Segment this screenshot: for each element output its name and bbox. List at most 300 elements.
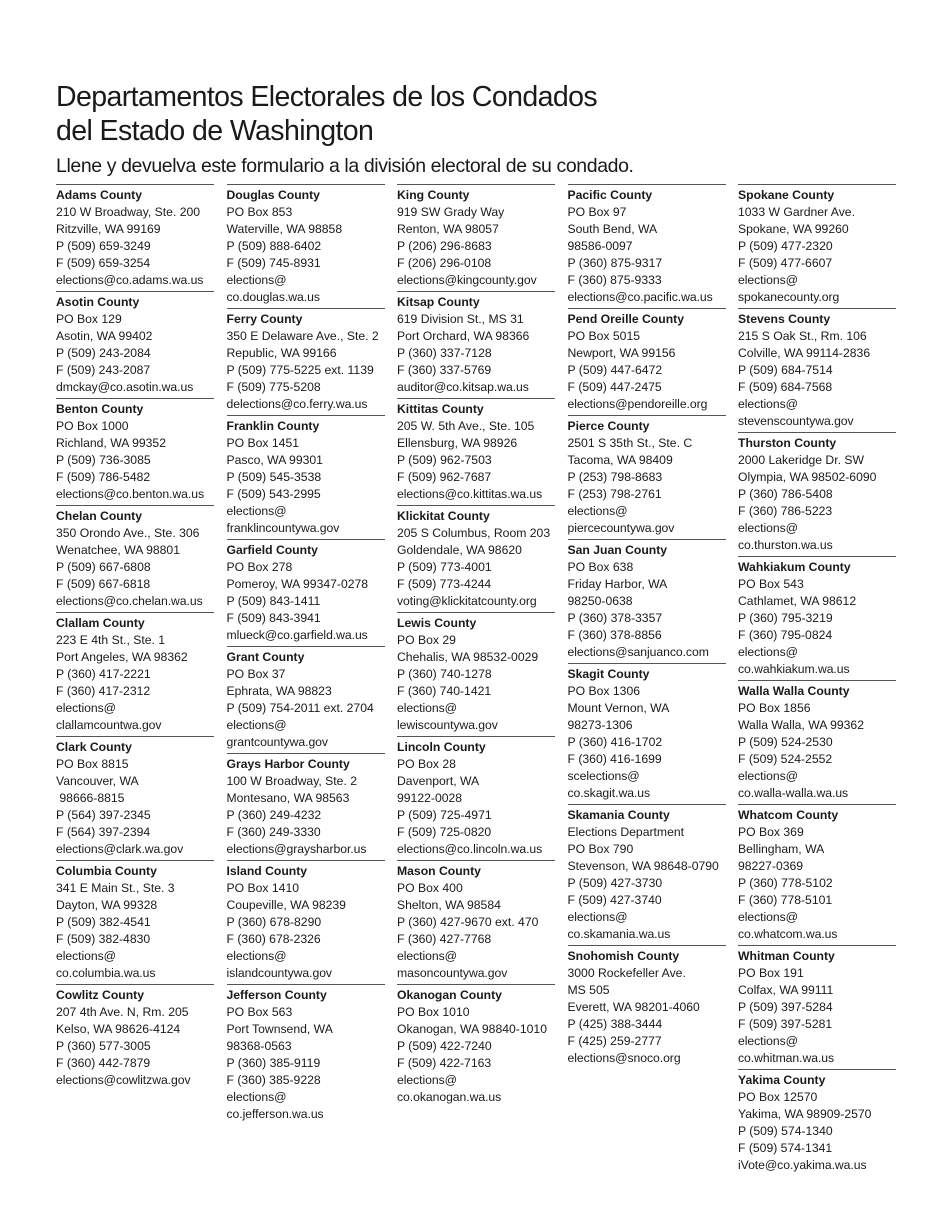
county-email: dmckay@co.asotin.wa.us: [56, 380, 194, 394]
county-address-line: 919 SW Grady Way: [397, 205, 505, 219]
county-name: Jefferson County: [226, 988, 327, 1002]
county-fax: F (509) 786-5482: [56, 470, 151, 484]
county-email: spokanecounty.org: [738, 290, 840, 304]
county-address-line: Vancouver, WA: [56, 774, 139, 788]
county-name: Pacific County: [567, 188, 653, 202]
county-address-line: 205 S Columbus, Room 203: [397, 526, 551, 540]
county-phone: P (360) 875-9317: [567, 256, 663, 270]
county-phone: P (509) 843-1411: [226, 594, 321, 608]
county-fax: F (509) 524-2552: [738, 752, 833, 766]
county-address-line: PO Box 1010: [397, 1005, 470, 1019]
county-email: co.wahkiakum.wa.us: [738, 662, 850, 676]
county-email: elections@co.benton.wa.us: [56, 487, 204, 501]
county-phone: P (360) 678-8290: [226, 915, 322, 929]
county-entry: [56, 291, 214, 396]
county-email: elections@: [397, 949, 457, 963]
county-entry: [568, 308, 726, 413]
county-email: elections@: [738, 1034, 798, 1048]
county-fax: F (360) 385-9228: [226, 1073, 321, 1087]
county-address-line: PO Box 97: [567, 205, 627, 219]
county-entry: [397, 736, 555, 858]
county-email: elections@: [56, 949, 116, 963]
county-email: elections@: [738, 273, 798, 287]
county-name: Grays Harbor County: [226, 757, 350, 771]
county-email: voting@klickitatcounty.org: [397, 594, 537, 608]
county-address-line: PO Box 1451: [226, 436, 299, 450]
county-address-line: Ellensburg, WA 98926: [397, 436, 518, 450]
county-email: elections@: [738, 397, 798, 411]
county-entry: [397, 184, 555, 289]
county-name: Skamania County: [567, 808, 670, 822]
county-address-line: Goldendale, WA 98620: [397, 543, 522, 557]
county-email: co.skagit.wa.us: [567, 786, 651, 800]
county-name: Wahkiakum County: [738, 560, 851, 574]
county-email: elections@: [397, 1073, 457, 1087]
county-name: Grant County: [226, 650, 305, 664]
county-email: co.thurston.wa.us: [738, 538, 833, 552]
county-address-line: 100 W Broadway, Ste. 2: [226, 774, 358, 788]
county-phone: P (509) 382-4541: [56, 915, 151, 929]
county-email: auditor@co.kitsap.wa.us: [397, 380, 529, 394]
county-fax: F (509) 725-0820: [397, 825, 492, 839]
county-fax: F (360) 875-9333: [567, 273, 662, 287]
county-address-line: PO Box 191: [738, 966, 804, 980]
county-entry: [227, 646, 385, 751]
county-address-line: Pasco, WA 99301: [226, 453, 323, 467]
county-address-line: Cathlamet, WA 98612: [738, 594, 857, 608]
county-email: elections@: [738, 769, 798, 783]
county-phone: P (509) 477-2320: [738, 239, 833, 253]
county-address-line: 210 W Broadway, Ste. 200: [56, 205, 201, 219]
county-name: Walla Walla County: [738, 684, 850, 698]
county-name: Chelan County: [56, 509, 142, 523]
county-email: elections@: [738, 910, 798, 924]
county-address-line: 98227-0369: [738, 859, 804, 873]
county-phone: P (509) 427-3730: [567, 876, 663, 890]
county-email: clallamcountwa.gov: [56, 718, 162, 732]
county-name: Island County: [226, 864, 308, 878]
county-name: Adams County: [56, 188, 142, 202]
county-email: grantcountywa.gov: [226, 735, 328, 749]
county-address-line: Elections Department: [567, 825, 685, 839]
county-entry: [738, 945, 896, 1067]
county-phone: P (360) 740-1278: [397, 667, 492, 681]
county-address-line: Coupeville, WA 98239: [226, 898, 346, 912]
county-entry: [56, 860, 214, 982]
county-phone: P (509) 962-7503: [397, 453, 492, 467]
county-address-line: Renton, WA 98057: [397, 222, 499, 236]
county-email: elections@co.adams.wa.us: [56, 273, 204, 287]
county-name: Cowlitz County: [56, 988, 145, 1002]
county-address-line: Friday Harbor, WA: [567, 577, 668, 591]
county-fax: F (253) 798-2761: [567, 487, 662, 501]
county-address-line: Richland, WA 99352: [56, 436, 166, 450]
county-phone: P (253) 798-8683: [567, 470, 663, 484]
county-fax: F (509) 775-5208: [226, 380, 321, 394]
county-entry: [568, 663, 726, 802]
county-fax: F (509) 667-6818: [56, 577, 151, 591]
page-title-line-2: del Estado de Washington: [56, 115, 374, 147]
county-email: elections@pendoreille.org: [567, 397, 708, 411]
county-column: [397, 184, 555, 1176]
county-address-line: 1033 W Gardner Ave.: [738, 205, 855, 219]
county-address-line: 619 Division St., MS 31: [397, 312, 524, 326]
county-entry: [397, 291, 555, 396]
county-name: Klickitat County: [397, 509, 490, 523]
county-phone: P (509) 243-2084: [56, 346, 151, 360]
county-address-line: PO Box 1306: [567, 684, 640, 698]
county-phone: P (509) 725-4971: [397, 808, 492, 822]
county-address-line: PO Box 129: [56, 312, 122, 326]
county-address-line: PO Box 790: [567, 842, 634, 856]
county-phone: P (509) 736-3085: [56, 453, 151, 467]
county-address-line: Waterville, WA 98858: [226, 222, 343, 236]
county-fax: F (509) 843-3941: [226, 611, 321, 625]
county-address-line: Ritzville, WA 99169: [56, 222, 161, 236]
county-address-line: Olympia, WA 98502-6090: [738, 470, 877, 484]
county-fax: F (509) 477-6607: [738, 256, 833, 270]
county-address-line: Wenatchee, WA 98801: [56, 543, 180, 557]
county-email: co.skamania.wa.us: [567, 927, 671, 941]
county-name: Franklin County: [226, 419, 320, 433]
county-entry: [738, 432, 896, 554]
county-name: Thurston County: [738, 436, 837, 450]
county-entry: [56, 612, 214, 734]
county-address-line: Ephrata, WA 98823: [226, 684, 332, 698]
county-columns: [56, 184, 896, 1176]
county-email: co.columbia.wa.us: [56, 966, 156, 980]
county-fax: F (360) 795-0824: [738, 628, 833, 642]
county-address-line: 350 Orondo Ave., Ste. 306: [56, 526, 200, 540]
county-address-line: 98250-0638: [567, 594, 633, 608]
county-email: elections@snoco.org: [567, 1051, 681, 1065]
county-phone: P (509) 684-7514: [738, 363, 833, 377]
county-entry: [738, 556, 896, 678]
county-entry: [568, 539, 726, 661]
county-fax: F (360) 778-5101: [738, 893, 833, 907]
county-email: elections@kingcounty.gov: [397, 273, 537, 287]
county-fax: F (360) 786-5223: [738, 504, 833, 518]
county-phone: P (360) 795-3219: [738, 611, 833, 625]
county-name: Whitman County: [738, 949, 835, 963]
county-entry: [568, 804, 726, 943]
county-name: Douglas County: [226, 188, 320, 202]
county-entry: [738, 308, 896, 430]
county-address-line: Republic, WA 99166: [226, 346, 337, 360]
county-fax: F (360) 740-1421: [397, 684, 492, 698]
county-email: elections@: [567, 504, 628, 518]
county-fax: F (509) 574-1341: [738, 1141, 833, 1155]
county-name: Yakima County: [738, 1073, 826, 1087]
county-address-line: Stevenson, WA 98648-0790: [567, 859, 719, 873]
county-phone: P (509) 773-4001: [397, 560, 492, 574]
county-email: co.okanogan.wa.us: [397, 1090, 502, 1104]
county-address-line: 98586-0097: [567, 239, 633, 253]
county-address-line: PO Box 1410: [226, 881, 299, 895]
county-phone: P (360) 577-3005: [56, 1039, 151, 1053]
county-phone: P (509) 667-6808: [56, 560, 151, 574]
county-address-line: Chehalis, WA 98532-0029: [397, 650, 539, 664]
county-name: Pierce County: [567, 419, 650, 433]
county-name: Lewis County: [397, 616, 477, 630]
county-name: Clark County: [56, 740, 132, 754]
county-email: elections@: [56, 701, 116, 715]
page-subtitle: Llene y devuelva este formulario a la división electoral de su condado.: [56, 155, 634, 177]
county-address-line: Shelton, WA 98584: [397, 898, 501, 912]
county-email: elections@co.pacific.wa.us: [567, 290, 713, 304]
county-email: elections@cowlitzwa.gov: [56, 1073, 191, 1087]
county-address-line: PO Box 543: [738, 577, 804, 591]
county-email: elections@: [567, 910, 628, 924]
county-entry: [568, 415, 726, 537]
county-entry: [56, 505, 214, 610]
county-fax: F (509) 962-7687: [397, 470, 492, 484]
county-address-line: Mount Vernon, WA: [567, 701, 670, 715]
county-fax: F (509) 745-8931: [226, 256, 321, 270]
county-entry: [227, 415, 385, 537]
county-address-line: PO Box 1856: [738, 701, 811, 715]
county-address-line: 2000 Lakeridge Dr. SW: [738, 453, 865, 467]
county-fax: F (360) 416-1699: [567, 752, 662, 766]
county-phone: P (509) 422-7240: [397, 1039, 492, 1053]
county-email: elections@: [226, 718, 287, 732]
county-address-line: Port Townsend, WA: [226, 1022, 333, 1036]
county-phone: P (360) 385-9119: [226, 1056, 321, 1070]
county-fax: F (509) 447-2475: [567, 380, 662, 394]
county-address-line: Bellingham, WA: [738, 842, 825, 856]
county-email: elections@sanjuanco.com: [567, 645, 709, 659]
county-email: iVote@co.yakima.wa.us: [738, 1158, 867, 1172]
county-name: Whatcom County: [738, 808, 839, 822]
county-phone: P (509) 545-3538: [226, 470, 322, 484]
county-email: elections@: [226, 1090, 287, 1104]
county-name: Pend Oreille County: [567, 312, 684, 326]
county-address-line: 99122-0028: [397, 791, 463, 805]
county-fax: F (509) 397-5281: [738, 1017, 833, 1031]
county-entry: [227, 984, 385, 1123]
county-address-line: PO Box 37: [226, 667, 286, 681]
county-email: franklincountywa.gov: [226, 521, 340, 535]
county-address-line: Everett, WA 98201-4060: [567, 1000, 700, 1014]
county-email: delections@co.ferry.wa.us: [226, 397, 368, 411]
county-name: Spokane County: [738, 188, 835, 202]
county-fax: F (509) 684-7568: [738, 380, 833, 394]
county-address-line: Montesano, WA 98563: [226, 791, 350, 805]
county-address-line: Tacoma, WA 98409: [567, 453, 673, 467]
county-name: San Juan County: [567, 543, 668, 557]
county-name: Lincoln County: [397, 740, 486, 754]
county-address-line: 223 E 4th St., Ste. 1: [56, 633, 166, 647]
county-address-line: PO Box 1000: [56, 419, 129, 433]
county-address-line: PO Box 5015: [567, 329, 640, 343]
county-email: elections@co.kittitas.wa.us: [397, 487, 543, 501]
county-entry: [227, 539, 385, 644]
county-email: elections@: [397, 701, 457, 715]
county-fax: F (509) 773-4244: [397, 577, 492, 591]
county-email: co.jefferson.wa.us: [226, 1107, 324, 1121]
county-name: Kittitas County: [397, 402, 484, 416]
county-column: [227, 184, 385, 1176]
county-entry: [56, 736, 214, 858]
county-entry: [397, 505, 555, 610]
county-email: co.whitman.wa.us: [738, 1051, 835, 1065]
county-fax: F (360) 249-3330: [226, 825, 321, 839]
county-name: Ferry County: [226, 312, 303, 326]
county-email: stevenscountywa.gov: [738, 414, 854, 428]
county-entry: [738, 1069, 896, 1174]
county-address-line: PO Box 12570: [738, 1090, 818, 1104]
county-name: Benton County: [56, 402, 144, 416]
county-email: co.whatcom.wa.us: [738, 927, 838, 941]
county-entry: [56, 984, 214, 1089]
county-address-line: PO Box 29: [397, 633, 456, 647]
page: [56, 80, 896, 1176]
county-entry: [227, 184, 385, 306]
county-email: elections@co.chelan.wa.us: [56, 594, 203, 608]
county-address-line: 350 E Delaware Ave., Ste. 2: [226, 329, 379, 343]
county-address-line: Colfax, WA 99111: [738, 983, 834, 997]
county-name: King County: [397, 188, 470, 202]
county-address-line: South Bend, WA: [567, 222, 658, 236]
county-email: elections@: [226, 504, 287, 518]
county-address-line: Pomeroy, WA 99347-0278: [226, 577, 369, 591]
county-phone: P (509) 888-6402: [226, 239, 322, 253]
county-address-line: PO Box 28: [397, 757, 456, 771]
county-address-line: Asotin, WA 99402: [56, 329, 153, 343]
county-name: Garfield County: [226, 543, 318, 557]
county-email: elections@: [738, 521, 798, 535]
county-address-line: PO Box 400: [397, 881, 463, 895]
county-address-line: Okanogan, WA 98840-1010: [397, 1022, 547, 1036]
county-fax: F (360) 417-2312: [56, 684, 151, 698]
county-fax: F (509) 427-3740: [567, 893, 662, 907]
county-address-line: Dayton, WA 99328: [56, 898, 158, 912]
county-name: Mason County: [397, 864, 481, 878]
county-fax: F (425) 259-2777: [567, 1034, 662, 1048]
county-entry: [397, 984, 555, 1106]
county-address-line: Colville, WA 99114-2836: [738, 346, 871, 360]
county-phone: P (360) 378-3357: [567, 611, 663, 625]
county-fax: F (509) 382-4830: [56, 932, 151, 946]
county-phone: P (360) 416-1702: [567, 735, 663, 749]
county-fax: F (360) 442-7879: [56, 1056, 151, 1070]
county-phone: P (509) 775-5225 ext. 1139: [226, 363, 374, 377]
county-address-line: Kelso, WA 98626-4124: [56, 1022, 181, 1036]
county-email: masoncountywa.gov: [397, 966, 508, 980]
county-email: co.walla-walla.wa.us: [738, 786, 849, 800]
county-name: Asotin County: [56, 295, 140, 309]
county-address-line: 207 4th Ave. N, Rm. 205: [56, 1005, 189, 1019]
county-address-line: PO Box 369: [738, 825, 804, 839]
county-name: Kitsap County: [397, 295, 480, 309]
county-entry: [738, 184, 896, 306]
county-column: [738, 184, 896, 1176]
county-phone: P (360) 778-5102: [738, 876, 833, 890]
page-title-line-1: Departamentos Electorales de los Condados: [56, 81, 597, 113]
county-email: piercecountywa.gov: [567, 521, 675, 535]
county-fax: F (360) 427-7768: [397, 932, 492, 946]
county-email: islandcountywa.gov: [226, 966, 332, 980]
county-email: elections@: [226, 273, 287, 287]
county-fax: F (509) 543-2995: [226, 487, 321, 501]
county-address-line: Davenport, WA: [397, 774, 480, 788]
county-phone: P (509) 397-5284: [738, 1000, 833, 1014]
county-phone: P (360) 249-4232: [226, 808, 322, 822]
county-address-line: 2501 S 35th St., Ste. C: [567, 436, 693, 450]
county-address-line: 341 E Main St., Ste. 3: [56, 881, 175, 895]
county-phone: P (564) 397-2345: [56, 808, 151, 822]
county-address-line: 98273-1306: [567, 718, 633, 732]
county-email: mlueck@co.garfield.wa.us: [226, 628, 368, 642]
county-phone: P (360) 417-2221: [56, 667, 151, 681]
county-entry: [56, 184, 214, 289]
county-name: Snohomish County: [567, 949, 680, 963]
county-email: elections@clark.wa.gov: [56, 842, 184, 856]
county-phone: P (206) 296-8683: [397, 239, 492, 253]
county-entry: [568, 184, 726, 306]
county-email: elections@: [226, 949, 287, 963]
county-address-line: 215 S Oak St., Rm. 106: [738, 329, 867, 343]
county-fax: F (564) 397-2394: [56, 825, 151, 839]
county-fax: F (509) 422-7163: [397, 1056, 492, 1070]
county-name: Columbia County: [56, 864, 157, 878]
county-address-line: PO Box 8815: [56, 757, 129, 771]
county-column: [568, 184, 726, 1176]
county-name: Okanogan County: [397, 988, 502, 1002]
county-email: scelections@: [567, 769, 640, 783]
county-phone: P (509) 754-2011 ext. 2704: [226, 701, 374, 715]
county-address-line: PO Box 278: [226, 560, 293, 574]
county-entry: [738, 680, 896, 802]
county-email: elections@co.lincoln.wa.us: [397, 842, 543, 856]
county-phone: P (425) 388-3444: [567, 1017, 663, 1031]
county-address-line: 98666-8815: [56, 791, 125, 805]
county-email: co.douglas.wa.us: [226, 290, 320, 304]
page-title: [56, 80, 896, 148]
county-email: elections@graysharbor.us: [226, 842, 367, 856]
county-email: lewiscountywa.gov: [397, 718, 498, 732]
county-entry: [397, 612, 555, 734]
county-phone: P (360) 427-9670 ext. 470: [397, 915, 539, 929]
county-name: Stevens County: [738, 312, 831, 326]
county-name: Clallam County: [56, 616, 145, 630]
county-address-line: Port Angeles, WA 98362: [56, 650, 188, 664]
county-phone: P (509) 447-6472: [567, 363, 663, 377]
county-phone: P (360) 337-7128: [397, 346, 492, 360]
county-address-line: PO Box 563: [226, 1005, 293, 1019]
county-fax: F (206) 296-0108: [397, 256, 492, 270]
county-address-line: MS 505: [567, 983, 610, 997]
county-address-line: Port Orchard, WA 98366: [397, 329, 530, 343]
county-entry: [227, 753, 385, 858]
county-entry: [568, 945, 726, 1067]
county-address-line: 205 W. 5th Ave., Ste. 105: [397, 419, 535, 433]
county-fax: F (360) 378-8856: [567, 628, 662, 642]
county-fax: F (509) 243-2087: [56, 363, 151, 377]
county-entry: [227, 860, 385, 982]
county-phone: P (509) 524-2530: [738, 735, 833, 749]
county-address-line: PO Box 638: [567, 560, 634, 574]
county-address-line: 98368-0563: [226, 1039, 292, 1053]
county-phone: P (360) 786-5408: [738, 487, 833, 501]
county-address-line: Walla Walla, WA 99362: [738, 718, 864, 732]
county-address-line: Newport, WA 99156: [567, 346, 676, 360]
county-entry: [397, 860, 555, 982]
county-fax: F (509) 659-3254: [56, 256, 151, 270]
county-entry: [397, 398, 555, 503]
county-entry: [56, 398, 214, 503]
county-fax: F (360) 678-2326: [226, 932, 321, 946]
